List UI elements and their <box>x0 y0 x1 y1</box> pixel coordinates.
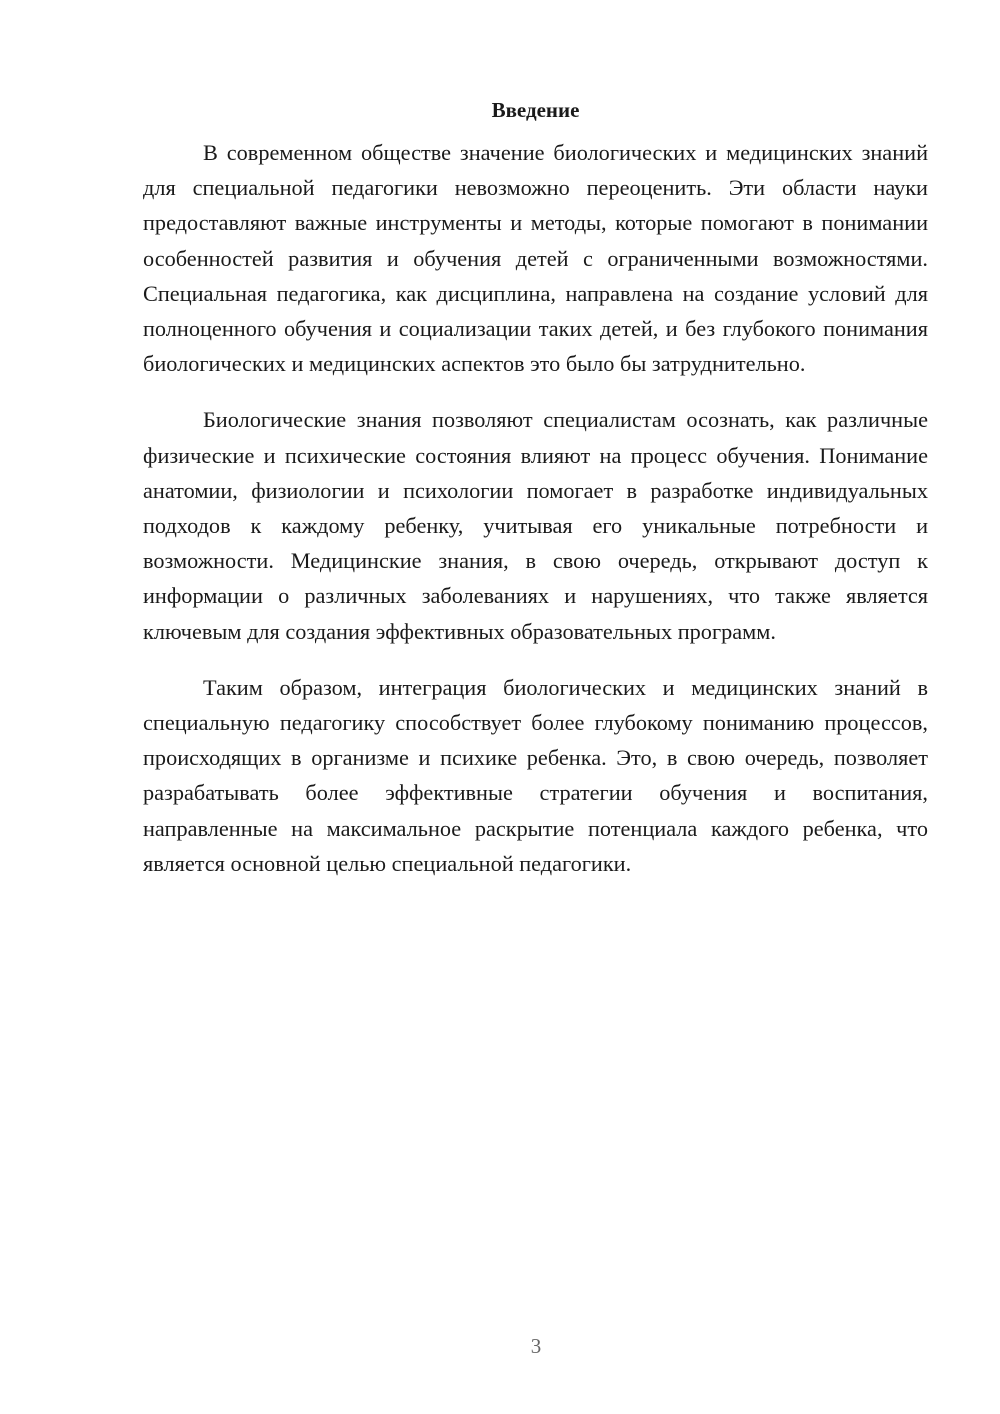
paragraph-1: В современном обществе значение биологических и медицинских знаний для специальной педагогики невозможно переоценить. Эти области науки предоставляют важные инструменты и методы, которые помогают в понимании особенностей развития и обучения детей с ограниченными возможностями. Специальная педагогика, как дисциплина, направлена на создание условий для полноценного обучения и социализации таких детей, и без глубокого понимания биологических и медицинских аспектов это было бы затруднительно. <box>143 140 928 377</box>
paragraph-3: Таким образом, интеграция биологических и медицинских знаний в специальную педагогику способствует более глубокому пониманию процессов, происходящих в организме и психике ребенка. Это, в свою очередь, позволяет разрабатывать более эффективные стратегии обучения и воспитания, направленные на максимальное раскрытие потенциала каждого ребенка, что является основной целью специальной педагогики. <box>143 674 928 876</box>
page-number: 3 <box>530 1334 542 1358</box>
page-content <box>143 92 928 902</box>
section-heading: Введение <box>491 98 580 122</box>
paragraph-2: Биологические знания позволяют специалистам осознать, как различные физические и психические состояния влияют на процесс обучения. Понимание анатомии, физиологии и психологии помогает в разработке индивидуальных подходов к каждому ребенку, учитывая его уникальные потребности и возможности. Медицинские знания, в свою очередь, открывают доступ к информации о различных заболеваниях и нарушениях, что также является ключевым для создания эффективных образовательных программ. <box>143 407 928 644</box>
